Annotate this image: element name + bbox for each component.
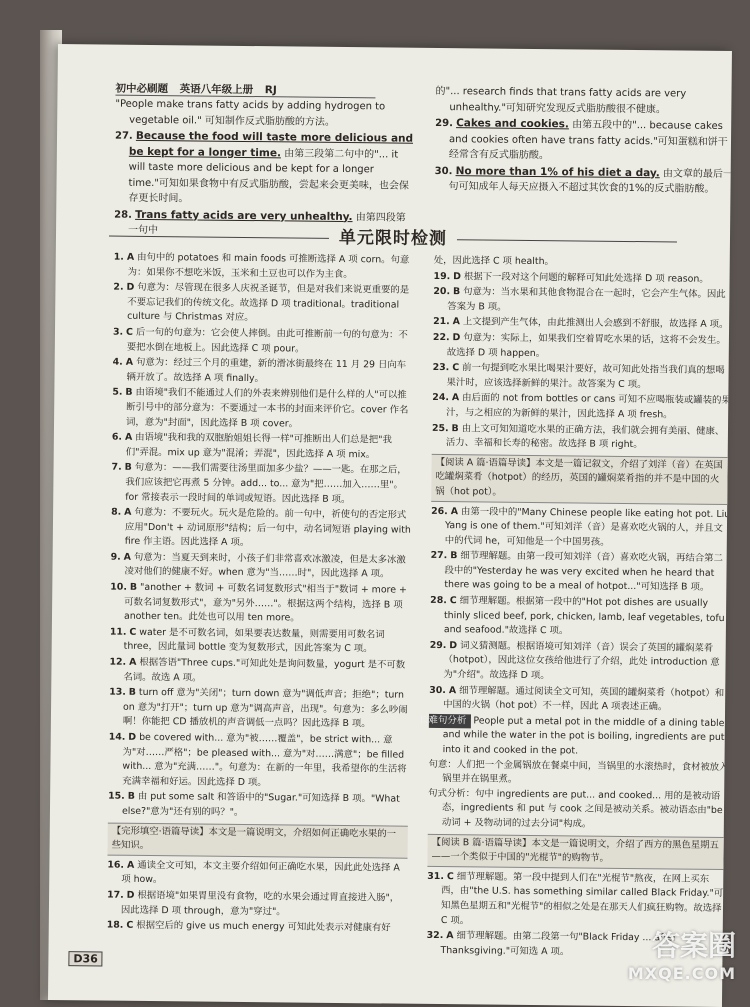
answer-item	[112, 386, 412, 433]
item-answer: C	[447, 871, 454, 882]
item-answer: D	[128, 732, 136, 743]
item-explanation: 处，因此选择 C 项 health。	[434, 255, 554, 267]
item-explanation: 细节理解题。根据第一段中的"Hot pot dishes are usually thinly sliced beef, pork, chicken, lamb, leaf vegetables, tofu and seafood."故选择 C 项。	[444, 595, 725, 636]
item-number: 32.	[427, 930, 444, 941]
item-explanation: "another + 数词 + 可数名词复数形式"相当于"数词 + more + 可数名词复数形式"，意为"另外……"。根据这两个结构，选择 B 项 another ten。此处也可以用 ten more。	[124, 582, 407, 624]
item-number: 15.	[108, 791, 125, 802]
sentence-analysis	[428, 714, 729, 834]
title-rule-right	[457, 239, 677, 242]
answer-item	[107, 858, 407, 890]
analysis-tag: 长难句分析	[429, 714, 471, 729]
answer-item	[108, 790, 408, 822]
item-number: 9.	[111, 551, 121, 562]
item-explanation: 由上文可知知道吃水果的正确方法，我们就会拥有美丽、健康、活力、幸福和长寿的秘密。故选择 B 项 right。	[446, 423, 725, 450]
answer-item	[429, 684, 729, 716]
answer-item: 28. Trans fatty acids are very unhealthy. 由第四段第一句中	[114, 207, 414, 241]
book-title: 初中必刷题	[115, 83, 168, 96]
item-explanation: 句意为：——我们需要往汤里面加多少盐？——一匙。在那之后，我们应该把它再煮 5 分钟。add... to... 意为"把……加入……里"。for 常接表示一段时间的单词或短语。因此选择 B 项。	[125, 462, 407, 504]
item-number: 12.	[109, 657, 126, 668]
item-explanation: 细节理解题。由第一段可知刘洋（音）喜欢吃火锅，再结合第二段中的"Yesterday he was very excited when he heard that there was going to be a meal of hotpot..."可知选择 B 项。	[444, 551, 723, 594]
item-answer: D	[449, 640, 457, 651]
answer-item	[433, 285, 732, 317]
answer-item	[431, 504, 731, 551]
item-answer: D	[453, 271, 461, 282]
item-answer: A	[452, 392, 459, 403]
section-title: 单元限时检测	[56, 220, 730, 252]
item-answer: C	[129, 627, 136, 638]
reading-a-guide: 【阅读 A 篇·语篇导读】本文是一篇记叙文，介绍了刘洋（音）在英国吃罐焖菜肴（hotpot）的经历，英国的罐焖菜肴指的并不是中国的火锅（hot pot）。	[431, 454, 731, 505]
answer-item	[111, 506, 411, 553]
analysis-structure: 句式分析：句中 ingredients are put... and cooked... 用的是被动语态，ingredients 和 put 与 cook 之间是被动关系。被动语态由"be 动词 + 及物动词的过去分词"构成。	[442, 787, 728, 834]
item-number: 27.	[431, 550, 448, 561]
answer-item	[427, 870, 728, 932]
item-explanation: 由语境"我和我的双胞胎姐姐长得一样"可推断出人们总是把"我们"弄混。mix up 意为"混淆；弄混"，因此选择 A 项 mix。	[126, 432, 392, 460]
item-explanation: 句意为：实际上，如果我们空着胃吃水果的话，这将不会发生。故选择 D 项 happen。	[447, 332, 726, 358]
item-explanation: 细节理解题。由第二段第一句"Black Friday ... after Thanksgiving."可知选 A 项。	[440, 930, 676, 957]
item-answer: A	[453, 317, 460, 328]
item-number: 13.	[109, 687, 126, 698]
answer-item: "People make trans fatty acids by adding hydrogen to vegetable oil." 可知制作反式脂肪酸的方法。	[115, 97, 415, 131]
page-number: D36	[68, 951, 103, 966]
answer-item	[429, 639, 729, 686]
item-explanation: 句意为：当水果和其他食物混合在一起时，它会产生气体。因此答案为 B 项。	[447, 286, 726, 312]
item-explanation: be covered with... 意为"被……覆盖"，be strict with... 意为"对……严格"；be pleased with... 意为"对……满意"；be filled with... 意为"充满……"。句意为：在新的一年里，我希望你的生活将充满幸福和好运。因此选择 D 项。	[122, 732, 406, 788]
answer-item	[433, 315, 732, 333]
answer-item	[110, 625, 410, 657]
item-number: 11.	[110, 626, 127, 637]
answer-item	[112, 356, 412, 388]
item-answer: B	[453, 286, 460, 297]
item-answer: C	[126, 920, 133, 931]
item-answer: B	[450, 550, 457, 561]
item-explanation: 通读全文可知，本文主要介绍如何正确吃水果，因此此处选择 A 项 how。	[121, 860, 400, 886]
item-answer: D	[452, 332, 460, 343]
item-number: 16.	[107, 859, 124, 870]
item-explanation: 句意为：尽管现在很多人庆祝圣诞节，但是对我们来说更重要的是不要忘记我们的传统文化。故选择 D 项 traditional。traditional culture 与 Christmas 对应。	[127, 282, 409, 323]
item-number: 31.	[427, 871, 444, 882]
item-number: 26.	[431, 505, 448, 516]
item-answer: A	[124, 507, 131, 518]
item-explanation: 根据空后的 give us much energy 可知此处表示对健康有好	[136, 920, 391, 934]
answer-item	[113, 281, 413, 328]
reading-b-guide: 【阅读 B 篇·语篇导读】本文是一篇说明文，介绍了西方的黑色星期五——一个类似于中国的"光棍节"的购物节。	[427, 833, 727, 869]
item-explanation: 词义猜测题。根据语境可知刘洋（音）误会了英国的罐焖菜肴（hotpot），因此这位女孩给他进行了介绍，此处 introduction 意为"介绍"。故选择 D 项。	[443, 640, 719, 681]
item-answer: A	[449, 685, 456, 696]
item-number: 8.	[111, 507, 121, 518]
item-number: 1.	[114, 252, 124, 263]
item-answer: C	[126, 327, 133, 338]
item-number: 7.	[112, 462, 122, 473]
item-number: 24.	[432, 392, 449, 403]
item-explanation: 由后面的 not from bottles or cans 可知不应喝瓶装或罐装的果汁，与之相应的为新鲜的果汁，因此选择 A 项 fresh。	[446, 393, 731, 421]
item-number: 10.	[110, 582, 127, 593]
answer-item: 30. No more than 1% of his diet a day. 由文章的最后一句可知成年人每天应摄入不超过其饮食的1%的反式脂肪酸。	[434, 163, 732, 197]
cloze-guide: 【完形填空·语篇导读】本文是一篇说明文，介绍如何正确吃水果的一些知识。	[108, 822, 408, 858]
title-rule-left	[109, 235, 329, 238]
item-explanation: 根据答语"Three cups."可知此处是询问数量，yogurt 是不可数名词。故选 A 项。	[123, 657, 405, 683]
item-number: 20.	[433, 286, 450, 297]
answer-item	[107, 919, 407, 937]
analysis-sentence: People put a metal pot in the middle of a dining table, and while the water in the pot is boiling, ingredients are put into it and cooked in the pot.	[443, 715, 728, 756]
item-explanation: 由第一段中的"Many Chinese people like eating hot pot. Liu Yang is one of them."可知刘洋（音）是喜欢吃火锅的人，并且文中的代词 he，可知他是一个中国男孩。	[445, 506, 730, 548]
answer-item	[430, 549, 730, 596]
item-number: 14.	[109, 732, 126, 743]
right-column	[426, 254, 732, 962]
item-number: 17.	[107, 889, 124, 900]
item-number: 29.	[430, 640, 447, 651]
item-number: 4.	[113, 357, 123, 368]
item-answer: B	[125, 462, 132, 473]
item-answer: A	[125, 432, 132, 443]
item-explanation: 由句中的 potatoes 和 main foods 可推断选择 A 项 corn。句意为：如果你不想吃米饭，玉米和土豆也可以作为主食。	[128, 252, 410, 280]
item-explanation: 句意为：当夏天到来时，小孩子们非常喜欢冰激凌，但是太多冰激凌对他们的健康不好。when 意为"当……时"，因此选择 A 项。	[124, 552, 405, 580]
item-explanation: 细节理解题。通过阅读全文可知，英国的罐焖菜肴（hotpot）和中国的火锅（hot pot）不一样，因此 A 项表述正确。	[443, 685, 724, 713]
item-explanation: 由 put some salt 和答语中的"Sugar."可知选择 B 项。"What else?"意为"还有别的吗？"。	[122, 791, 400, 818]
answer-item	[434, 254, 732, 272]
answer-item	[112, 431, 412, 463]
edition-label: RJ	[265, 84, 277, 96]
item-number: 30.	[429, 685, 446, 696]
item-number: 21.	[433, 316, 450, 327]
answer-item	[110, 550, 410, 582]
item-answer: C	[450, 595, 457, 606]
item-answer: A	[446, 930, 453, 941]
item-answer: D	[126, 282, 134, 293]
answer-item	[109, 656, 409, 688]
top-right-block	[434, 84, 732, 199]
answer-item	[111, 461, 411, 508]
item-explanation: 上文提到产生气体，由此推测出人会感到不舒服，故选择 A 项。	[463, 317, 729, 331]
item-answer: B	[452, 423, 459, 434]
item-number: 5.	[112, 387, 122, 398]
answer-item	[432, 361, 732, 393]
answer-item	[433, 331, 732, 363]
item-answer: A	[126, 357, 133, 368]
item-answer: B	[125, 387, 132, 398]
answer-item	[113, 326, 413, 358]
item-explanation: 句意为：不要玩火。玩火是危险的。前一句中，祈使句的否定形式应用"Don't + 动词原形"结构；后一句中，动名词短语 playing with fire 作主语。因此选择 A 项。	[125, 507, 411, 548]
item-answer: A	[127, 252, 134, 263]
item-number: 28.	[430, 595, 447, 606]
answer-item: 的"... research finds that trans fatty acids are very unhealthy."可知研究发现反式脂肪酸很不健康。	[435, 84, 732, 118]
answer-item	[114, 251, 414, 283]
answer-item	[432, 391, 732, 423]
item-explanation: 细节理解题。第一段中提到人们在"光棍节"熬夜，在网上买东西，由"the U.S. has something similar called Black Friday."可知黑色星期五和"光棍节"的相似之处是在那天人们疯狂购物。故选择 C 项。	[441, 871, 723, 926]
item-answer: A	[451, 506, 458, 517]
item-number: 25.	[432, 422, 449, 433]
answer-item	[108, 731, 409, 793]
answer-item	[432, 421, 732, 453]
item-number: 6.	[112, 432, 122, 443]
answer-item	[107, 888, 407, 920]
item-explanation: turn off 意为"关闭"；turn down 意为"调低声音；拒绝"；turn on 意为"打开"；turn up 意为"调高声音，出现"。句意为：多么吵闹啊！你能把 CD 播放机的声音调低一点吗？因此选择 B 项。	[123, 687, 408, 730]
item-answer: B	[130, 582, 137, 593]
item-number: 19.	[434, 271, 451, 282]
item-number: 22.	[433, 332, 450, 343]
item-answer: D	[127, 890, 135, 901]
item-answer: C	[452, 362, 459, 373]
item-answer: A	[124, 552, 131, 563]
document-page	[48, 44, 732, 1007]
answer-item: 27. Because the food will taste more delicious and be kept for a longer time. 由第三段第二句中的"... it will taste more delicious and be kept for a longer time."可知如果食物中有反式脂肪酸，尝起来会更美味，也会保存更长时间。	[114, 129, 415, 210]
site-watermark: 答案圈 MXQE.COM	[606, 932, 736, 992]
left-column	[107, 251, 414, 938]
answer-item	[430, 594, 730, 641]
item-answer: B	[128, 791, 135, 802]
answer-item	[109, 686, 409, 733]
item-explanation: 由语境"我们不能通过人们的外表来辨别他们是什么样的人"可以推断引号中的部分意为：不要通过一本书的封面来评价它。cover 作名词，意为"封面"，因此选择 B 项 cover。	[126, 387, 408, 429]
item-explanation: 前一句提到吃水果比喝果汁要好，故可知此处指当我们真的想喝果汁时，应该选择新鲜的果汁。故答案为 C 项。	[446, 362, 724, 390]
item-number: 18.	[107, 920, 124, 931]
analysis-meaning: 句意：人们把一个金属锅放在餐桌中间，当锅里的水滚热时，食材被放入锅里并在锅里煮。	[442, 758, 728, 790]
item-explanation: 根据下一段对这个问题的解释可知此处选择 D 项 reason。	[464, 271, 709, 285]
item-answer: B	[129, 687, 136, 698]
answer-item	[110, 581, 410, 628]
answer-item: 29. Cakes and cookies. 由第五段中的"... because cakes and cookies often have trans fatty acids."可知蛋糕和饼干经常含有反式脂肪酸。	[435, 116, 732, 166]
item-answer: A	[127, 860, 134, 871]
item-number: 23.	[433, 362, 450, 373]
item-explanation: 根据语境"如果胃里没有食物，吃的水果会通过胃直接进入肠"，因此选择 D 项 through，意为"穿过"。	[121, 890, 399, 917]
item-number: 3.	[113, 327, 123, 338]
item-answer: A	[129, 657, 136, 668]
subject-title: 英语八年级上册	[180, 83, 254, 96]
item-explanation: water 是不可数名词，如果要表达数量，则需要用可数名词 three，因此量词 bottle 变为复数形式，因此答案为 C 项。	[124, 627, 385, 655]
item-explanation: 句意为：经过三个月的重建，新的滑冰街最终在 11 月 29 日向车辆开放了。故选择 A 项 finally。	[126, 357, 406, 384]
item-number: 2.	[113, 282, 123, 293]
item-explanation: 后一句的句意为：它会使人摔倒。由此可推断前一句的句意为：不要把水倒在地板上。因此选择 C 项 pour。	[127, 327, 408, 354]
